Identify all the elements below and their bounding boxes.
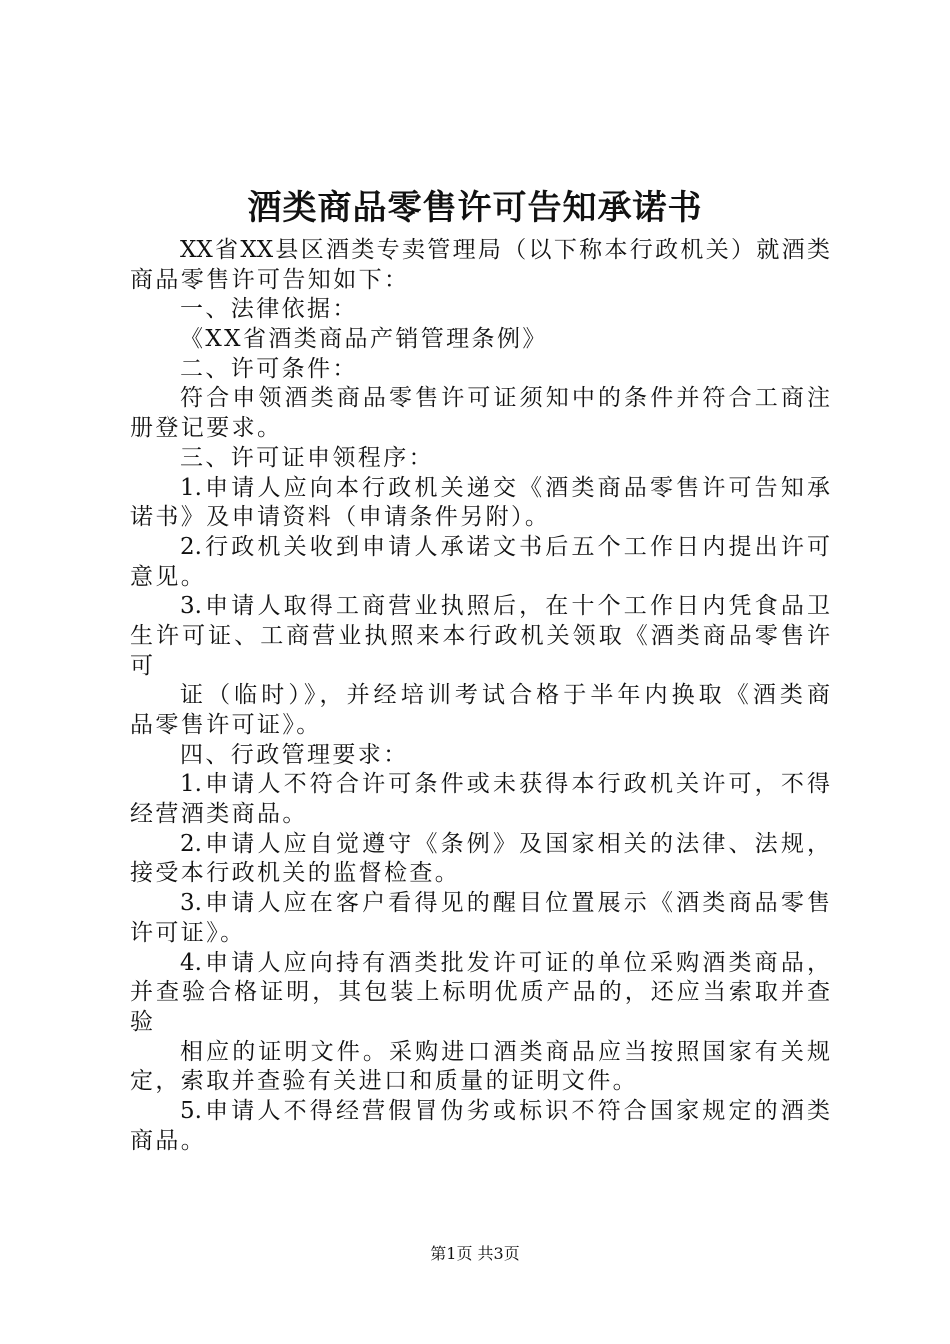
section-heading: 二、许可条件： — [180, 355, 358, 382]
text-line: 商品零售许可告知如下： — [130, 266, 410, 293]
text-line: 可 — [130, 652, 156, 679]
text-line: 接受本行政机关的监督检查。 — [130, 860, 461, 887]
text-line: 证（临时）》，并经培训考试合格于半年内换取《酒类商 — [180, 682, 830, 709]
text-line: 1.申请人应向本行政机关递交《酒类商品零售许可告知承 — [180, 474, 830, 501]
section-heading: 三、许可证申领程序： — [180, 444, 434, 471]
document-title: 酒类商品零售许可告知承诺书 — [247, 188, 703, 228]
text-line: 5.申请人不得经营假冒伪劣或标识不符合国家规定的酒类 — [180, 1097, 830, 1124]
text-line: 验 — [130, 1008, 156, 1035]
text-line: 3.申请人取得工商营业执照后，在十个工作日内凭食品卫 — [180, 593, 830, 620]
text-line: 4.申请人应向持有酒类批发许可证的单位采购酒类商品， — [180, 949, 830, 976]
text-line: 3.申请人应在客户看得见的醒目位置展示《酒类商品零售 — [180, 890, 830, 917]
section-heading: 一、法律依据： — [180, 296, 358, 323]
text-line: 并查验合格证明，其包装上标明优质产品的，还应当索取并查 — [130, 979, 830, 1006]
text-line: 诺书》及申请资料（申请条件另附）。 — [130, 504, 551, 531]
text-line: 册登记要求。 — [130, 415, 283, 442]
text-line: 商品。 — [130, 1127, 207, 1154]
text-line: 许可证》。 — [130, 919, 246, 946]
section-heading: 四、行政管理要求： — [180, 741, 409, 768]
text-line: 生许可证、工商营业执照来本行政机关领取《酒类商品零售许 — [130, 622, 830, 649]
text-line: 品零售许可证》。 — [130, 712, 322, 738]
text-line: 定，索取并查验有关进口和质量的证明文件。 — [130, 1068, 638, 1095]
document-body — [130, 236, 830, 1156]
text-line: 《XX省酒类商品产销管理条例》 — [180, 326, 548, 353]
text-line: 意见。 — [130, 563, 207, 590]
text-line: 相应的证明文件。采购进口酒类商品应当按照国家有关规 — [180, 1038, 830, 1065]
text-line: 2.行政机关收到申请人承诺文书后五个工作日内提出许可 — [180, 533, 830, 560]
text-line: XX省XX县区酒类专卖管理局（以下称本行政机关）就酒类 — [180, 237, 830, 263]
text-line: 符合申领酒类商品零售许可证须知中的条件并符合工商注 — [180, 385, 830, 412]
page-number-footer: 第1页 共3页 — [430, 1244, 520, 1263]
text-line: 2.申请人应自觉遵守《条例》及国家相关的法律、法规， — [180, 830, 830, 857]
text-line: 1.申请人不符合许可条件或未获得本行政机关许可，不得 — [180, 771, 830, 798]
text-line: 经营酒类商品。 — [130, 801, 308, 828]
